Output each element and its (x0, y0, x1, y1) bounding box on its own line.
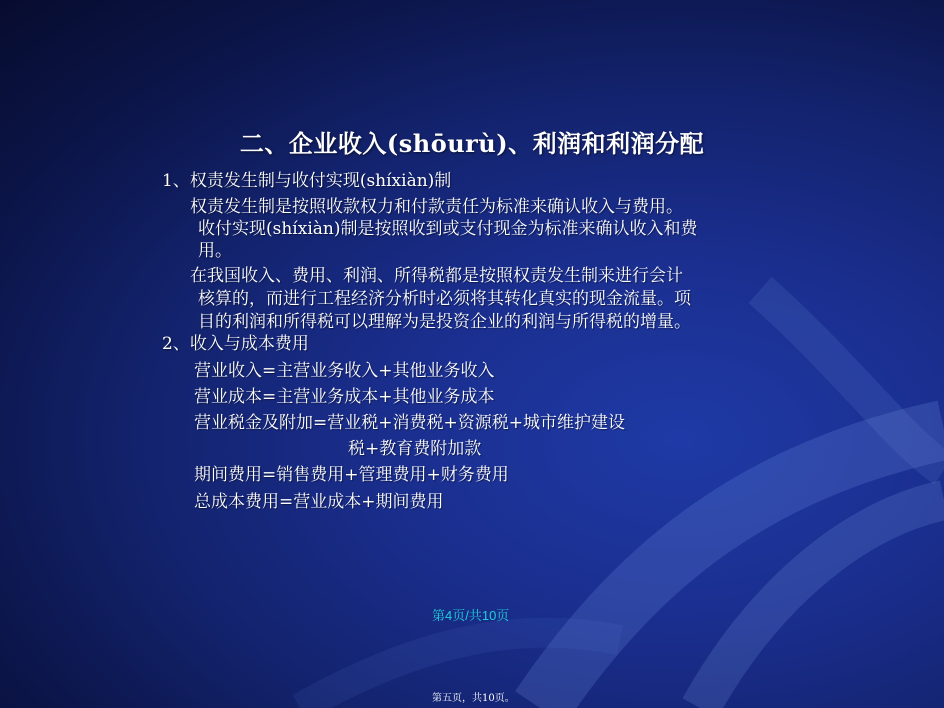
slide-title: 二、企业收入(shōurù)、利润和利润分配 (239, 129, 705, 158)
formula-business-tax-line1: 营业税金及附加=营业税+消费税+资源税+城市维护建设 (194, 413, 625, 433)
section1-para2-line2: 核算的，而进行工程经济分析时必须将其转化真实的现金流量。项 (198, 289, 691, 309)
section1-para1-line3: 用。 (198, 241, 232, 261)
formula-total-cost: 总成本费用=营业成本+期间费用 (194, 492, 444, 512)
section1-para2-line1: 在我国收入、费用、利润、所得税都是按照权责发生制来进行会计 (190, 266, 683, 286)
formula-period-expenses: 期间费用=销售费用+管理费用+财务费用 (194, 465, 509, 485)
page-footer: 第五页，共10页。 (432, 693, 515, 704)
formula-business-tax-line2: 税+教育费附加款 (348, 439, 482, 459)
page-indicator: 第4页/共10页 (432, 608, 510, 623)
section1-heading: 1、权责发生制与收付实现(shíxiàn)制 (162, 171, 452, 191)
formula-operating-revenue: 营业收入=主营业务收入+其他业务收入 (194, 361, 495, 381)
formula-operating-cost: 营业成本=主营业务成本+其他业务成本 (194, 387, 495, 407)
section2-heading: 2、收入与成本费用 (162, 334, 309, 354)
section1-para2-line3: 目的利润和所得税可以理解为是投资企业的利润与所得税的增量。 (198, 312, 691, 332)
section1-para1-line1: 权责发生制是按照收款权力和付款责任为标准来确认收入与费用。 (190, 197, 683, 217)
section1-para1-line2: 收付实现(shíxiàn)制是按照收到或支付现金为标准来确认收入和费 (198, 219, 698, 239)
